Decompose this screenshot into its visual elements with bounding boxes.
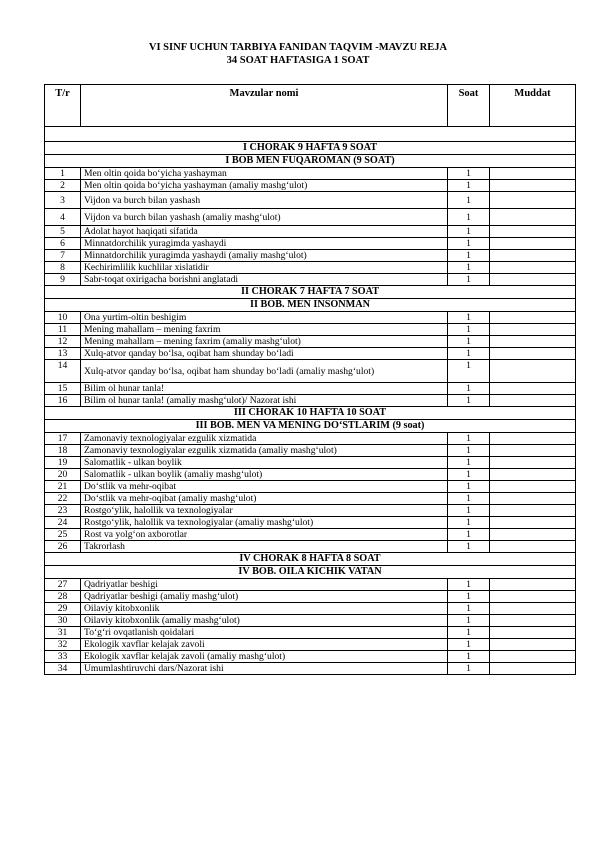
- row-topic: Mening mahallam – mening faxrim: [81, 324, 448, 336]
- row-hours: 1: [448, 250, 490, 262]
- row-number: 17: [45, 433, 81, 445]
- row-number: 3: [45, 192, 81, 209]
- table-row: [45, 639, 576, 651]
- row-hours: 1: [448, 481, 490, 493]
- row-deadline: [490, 603, 576, 615]
- table-row: [45, 541, 576, 553]
- row-topic: Rostgo‘ylik, halollik va texnologiyalar (amaliy mashg‘ulot): [81, 517, 448, 529]
- row-topic: Oilaviy kitobxonlik (amaliy mashg‘ulot): [81, 615, 448, 627]
- row-deadline: [490, 493, 576, 505]
- row-number: 14: [45, 360, 81, 383]
- row-deadline: [490, 639, 576, 651]
- row-hours: 1: [448, 180, 490, 192]
- row-deadline: [490, 395, 576, 407]
- row-number: 29: [45, 603, 81, 615]
- row-number: 12: [45, 336, 81, 348]
- row-topic: Qadriyatlar beshigi (amaliy mashg‘ulot): [81, 591, 448, 603]
- row-number: 4: [45, 209, 81, 226]
- chapter-heading: I BOB MEN FUQAROMAN (9 SOAT): [45, 155, 576, 168]
- row-number: 1: [45, 168, 81, 180]
- table-row: [45, 238, 576, 250]
- row-deadline: [490, 262, 576, 274]
- row-deadline: [490, 433, 576, 445]
- row-number: 9: [45, 274, 81, 286]
- quarter-heading: I CHORAK 9 HAFTA 9 SOAT: [45, 142, 576, 155]
- row-hours: 1: [448, 457, 490, 469]
- row-hours: 1: [448, 591, 490, 603]
- row-deadline: [490, 238, 576, 250]
- table-row: [45, 209, 576, 226]
- table-row: [45, 312, 576, 324]
- row-deadline: [490, 651, 576, 663]
- row-topic: Ekologik xavflar kelajak zavoli: [81, 639, 448, 651]
- row-topic: Sabr-toqat oxirigacha borishni anglatadi: [81, 274, 448, 286]
- quarter-heading: III CHORAK 10 HAFTA 10 SOAT: [45, 407, 576, 420]
- row-number: 15: [45, 383, 81, 395]
- row-hours: 1: [448, 395, 490, 407]
- quarter-heading-row: [45, 286, 576, 299]
- row-number: 10: [45, 312, 81, 324]
- row-deadline: [490, 312, 576, 324]
- table-row: [45, 433, 576, 445]
- row-number: 25: [45, 529, 81, 541]
- row-topic: Men oltin qoida bo‘yicha yashayman (amaliy mashg‘ulot): [81, 180, 448, 192]
- table-row: [45, 663, 576, 675]
- row-topic: Adolat hayot haqiqati sifatida: [81, 226, 448, 238]
- row-number: 13: [45, 348, 81, 360]
- table-row: [45, 383, 576, 395]
- table-row: [45, 469, 576, 481]
- table-row: [45, 395, 576, 407]
- header-topic: Mavzular nomi: [81, 85, 448, 127]
- row-hours: 1: [448, 517, 490, 529]
- row-hours: 1: [448, 238, 490, 250]
- table-row: [45, 274, 576, 286]
- row-hours: 1: [448, 651, 490, 663]
- quarter-heading-row: [45, 142, 576, 155]
- row-number: 11: [45, 324, 81, 336]
- row-deadline: [490, 615, 576, 627]
- row-deadline: [490, 360, 576, 383]
- row-deadline: [490, 250, 576, 262]
- table-row: [45, 250, 576, 262]
- row-topic: Salomatlik - ulkan boylik: [81, 457, 448, 469]
- row-number: 26: [45, 541, 81, 553]
- row-hours: 1: [448, 348, 490, 360]
- chapter-heading-row: [45, 299, 576, 312]
- row-topic: Salomatlik - ulkan boylik (amaliy mashg‘ulot): [81, 469, 448, 481]
- row-number: 22: [45, 493, 81, 505]
- row-topic: Vijdon va burch bilan yashash: [81, 192, 448, 209]
- table-row: [45, 360, 576, 383]
- row-hours: 1: [448, 579, 490, 591]
- row-hours: 1: [448, 445, 490, 457]
- row-deadline: [490, 457, 576, 469]
- header-hours: Soat: [448, 85, 490, 127]
- row-deadline: [490, 383, 576, 395]
- row-number: 18: [45, 445, 81, 457]
- row-deadline: [490, 517, 576, 529]
- row-deadline: [490, 274, 576, 286]
- row-hours: 1: [448, 615, 490, 627]
- row-number: 31: [45, 627, 81, 639]
- row-number: 16: [45, 395, 81, 407]
- table-row: [45, 192, 576, 209]
- row-topic: Bilim ol hunar tanla! (amaliy mashg‘ulot)/ Nazorat ishi: [81, 395, 448, 407]
- row-number: 6: [45, 238, 81, 250]
- row-number: 5: [45, 226, 81, 238]
- row-hours: 1: [448, 192, 490, 209]
- row-deadline: [490, 209, 576, 226]
- chapter-heading: II BOB. MEN INSONMAN: [45, 299, 576, 312]
- row-number: 23: [45, 505, 81, 517]
- table-row: [45, 615, 576, 627]
- table-row: [45, 493, 576, 505]
- row-hours: 1: [448, 433, 490, 445]
- table-row: [45, 529, 576, 541]
- table-row: [45, 505, 576, 517]
- row-hours: 1: [448, 209, 490, 226]
- table-row: [45, 226, 576, 238]
- row-topic: Xulq-atvor qanday bo‘lsa, oqibat ham shunday bo‘ladi: [81, 348, 448, 360]
- quarter-heading: IV CHORAK 8 HAFTA 8 SOAT: [45, 553, 576, 566]
- row-number: 28: [45, 591, 81, 603]
- table-row: [45, 481, 576, 493]
- row-number: 20: [45, 469, 81, 481]
- table-row: [45, 324, 576, 336]
- row-deadline: [490, 192, 576, 209]
- table-row: [45, 517, 576, 529]
- row-deadline: [490, 529, 576, 541]
- row-topic: Mening mahallam – mening faxrim (amaliy mashg‘ulot): [81, 336, 448, 348]
- row-hours: 1: [448, 262, 490, 274]
- row-topic: Bilim ol hunar tanla!: [81, 383, 448, 395]
- row-topic: Zamonaviy texnologiyalar ezgulik xizmatida: [81, 433, 448, 445]
- row-hours: 1: [448, 493, 490, 505]
- row-deadline: [490, 591, 576, 603]
- row-number: 8: [45, 262, 81, 274]
- row-hours: 1: [448, 603, 490, 615]
- header-deadline: Muddat: [490, 85, 576, 127]
- table-row: [45, 457, 576, 469]
- header-num: T/r: [45, 85, 81, 127]
- row-deadline: [490, 469, 576, 481]
- table-row: [45, 445, 576, 457]
- row-topic: Vijdon va burch bilan yashash (amaliy mashg‘ulot): [81, 209, 448, 226]
- row-topic: Rost va yolg‘on axborotlar: [81, 529, 448, 541]
- chapter-heading: III BOB. MEN VA MENING DO‘STLARIM (9 soat): [45, 420, 576, 433]
- quarter-heading-row: [45, 553, 576, 566]
- row-topic: Ona yurtim-oltin beshigim: [81, 312, 448, 324]
- table-row: [45, 168, 576, 180]
- row-hours: 1: [448, 312, 490, 324]
- row-hours: 1: [448, 274, 490, 286]
- table-row: [45, 579, 576, 591]
- quarter-heading-row: [45, 407, 576, 420]
- row-deadline: [490, 168, 576, 180]
- chapter-heading-row: [45, 155, 576, 168]
- spacer-row: [45, 127, 576, 142]
- row-deadline: [490, 627, 576, 639]
- row-hours: 1: [448, 639, 490, 651]
- row-number: 21: [45, 481, 81, 493]
- row-deadline: [490, 324, 576, 336]
- row-topic: Takrorlash: [81, 541, 448, 553]
- row-number: 27: [45, 579, 81, 591]
- table-row: [45, 348, 576, 360]
- row-deadline: [490, 445, 576, 457]
- row-hours: 1: [448, 663, 490, 675]
- table-row: [45, 336, 576, 348]
- row-hours: 1: [448, 360, 490, 383]
- row-number: 34: [45, 663, 81, 675]
- document-subtitle: 34 SOAT HAFTASIGA 1 SOAT: [226, 55, 370, 66]
- row-topic: Minnatdorchilik yuragimda yashaydi: [81, 238, 448, 250]
- row-deadline: [490, 505, 576, 517]
- table-row: [45, 262, 576, 274]
- chapter-heading: IV BOB. OILA KICHIK VATAN: [45, 566, 576, 579]
- row-hours: 1: [448, 226, 490, 238]
- row-deadline: [490, 226, 576, 238]
- row-hours: 1: [448, 505, 490, 517]
- row-topic: To‘g‘ri ovqatlanish qoidalari: [81, 627, 448, 639]
- row-hours: 1: [448, 383, 490, 395]
- row-deadline: [490, 663, 576, 675]
- row-topic: Do‘stlik va mehr-oqibat (amaliy mashg‘ulot): [81, 493, 448, 505]
- chapter-heading-row: [45, 566, 576, 579]
- row-hours: 1: [448, 529, 490, 541]
- row-hours: 1: [448, 469, 490, 481]
- row-topic: Qadriyatlar beshigi: [81, 579, 448, 591]
- row-deadline: [490, 579, 576, 591]
- row-topic: Men oltin qoida bo‘yicha yashayman: [81, 168, 448, 180]
- row-topic: Zamonaviy texnologiyalar ezgulik xizmatida (amaliy mashg‘ulot): [81, 445, 448, 457]
- row-topic: Kechirimlilik kuchlilar xislatidir: [81, 262, 448, 274]
- table-row: [45, 603, 576, 615]
- table-row: [45, 180, 576, 192]
- table-row: [45, 591, 576, 603]
- row-deadline: [490, 348, 576, 360]
- row-number: 24: [45, 517, 81, 529]
- table-row: [45, 627, 576, 639]
- row-hours: 1: [448, 336, 490, 348]
- chapter-heading-row: [45, 420, 576, 433]
- quarter-heading: II CHORAK 7 HAFTA 7 SOAT: [45, 286, 576, 299]
- plan-table-body: [45, 127, 576, 675]
- row-number: 7: [45, 250, 81, 262]
- row-hours: 1: [448, 541, 490, 553]
- row-topic: Oilaviy kitobxonlik: [81, 603, 448, 615]
- plan-table: [44, 84, 576, 675]
- row-hours: 1: [448, 324, 490, 336]
- row-topic: Ekologik xavflar kelajak zavoli (amaliy mashg‘ulot): [81, 651, 448, 663]
- row-number: 2: [45, 180, 81, 192]
- row-deadline: [490, 180, 576, 192]
- row-topic: Minnatdorchilik yuragimda yashaydi (amaliy mashg‘ulot): [81, 250, 448, 262]
- row-topic: Rostgo‘ylik, halollik va texnologiyalar: [81, 505, 448, 517]
- document-title: VI SINF UCHUN TARBIYA FANIDAN TAQVIM -MAVZU REJA: [148, 42, 448, 53]
- row-deadline: [490, 541, 576, 553]
- row-number: 19: [45, 457, 81, 469]
- row-topic: Do‘stlik va mehr-oqibat: [81, 481, 448, 493]
- table-row: [45, 651, 576, 663]
- row-number: 30: [45, 615, 81, 627]
- row-topic: Umumlashtiruvchi dars/Nazorat ishi: [81, 663, 448, 675]
- row-hours: 1: [448, 627, 490, 639]
- row-deadline: [490, 336, 576, 348]
- row-deadline: [490, 481, 576, 493]
- row-number: 33: [45, 651, 81, 663]
- row-hours: 1: [448, 168, 490, 180]
- row-topic: Xulq-atvor qanday bo‘lsa, oqibat ham shunday bo‘ladi (amaliy mashg‘ulot): [81, 360, 448, 383]
- row-number: 32: [45, 639, 81, 651]
